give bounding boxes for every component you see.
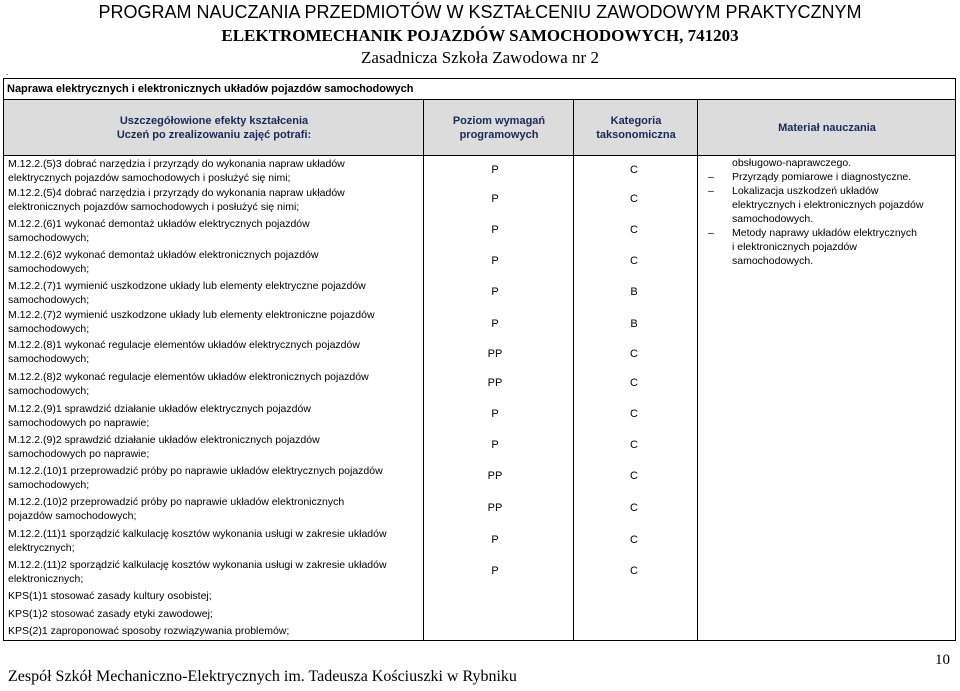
row-level: PP <box>487 470 503 482</box>
section-title: Naprawa elektrycznych i elektronicznych układów pojazdów samochodowych <box>3 78 956 100</box>
kps-row: KPS(1)1 stosować zasady kultury osobistej; <box>8 590 212 602</box>
row-level: P <box>491 439 499 451</box>
row-category: C <box>630 439 638 451</box>
material-item-text: Przyrządy pomiarowe i diagnostyczne. <box>732 171 912 183</box>
material-item-text: samochodowych. <box>732 255 814 267</box>
dash-bullet: – <box>708 185 714 197</box>
row-text-line2: samochodowych; <box>8 263 90 275</box>
row-text-line1: M.12.2.(10)1 przeprowadzić próby po naprawie układów elektrycznych pojazdów <box>8 465 383 477</box>
row-text-line2: samochodowych; <box>8 353 90 365</box>
row-level: PP <box>487 348 503 360</box>
table-row <box>8 248 420 276</box>
material-item <box>700 184 952 226</box>
col-header-category-line1: Kategoria <box>610 114 662 127</box>
row-text-line1: M.12.2.(9)2 sprawdzić działanie układów elektronicznych pojazdów <box>8 434 320 446</box>
row-level: P <box>491 193 499 205</box>
row-text-line1: M.12.2.(8)1 wykonać regulacje elementów układów elektrycznych pojazdów <box>8 339 360 351</box>
row-category: C <box>630 565 638 577</box>
material-item-text: elektrycznych i elektronicznych pojazdów <box>732 199 924 211</box>
row-text-line1: M.12.2.(9)1 sprawdzić działanie układów elektrycznych pojazdów <box>8 403 311 415</box>
table-border-left <box>3 100 4 641</box>
row-text-line1: M.12.2.(7)2 wymienić uszkodzone układy lub elementy elektroniczne pojazdów <box>8 309 375 321</box>
row-level: P <box>491 164 499 176</box>
col-header-level-line1: Poziom wymagań <box>452 114 546 127</box>
table-border-right <box>955 100 956 641</box>
row-level: P <box>491 318 499 330</box>
table-row <box>8 402 420 430</box>
header-line-1: PROGRAM NAUCZANIA PRZEDMIOTÓW W KSZTAŁCENIU ZAWODOWYM PRAKTYCZNYM <box>98 2 862 22</box>
row-level: P <box>491 534 499 546</box>
row-category: C <box>630 193 638 205</box>
row-level: PP <box>487 377 503 389</box>
table-row <box>8 157 420 185</box>
row-category: B <box>630 286 638 298</box>
row-text-line1: M.12.2.(6)1 wykonać demontaż układów elektrycznych pojazdów <box>8 218 310 230</box>
row-level: P <box>491 286 499 298</box>
table-row <box>8 217 420 245</box>
table-divider-2 <box>573 100 574 641</box>
col-header-level-line2: programowych <box>459 128 539 141</box>
kps-row: KPS(1)2 stosować zasady etyki zawodowej; <box>8 608 213 620</box>
table-row <box>8 558 420 586</box>
stray-dot: . <box>6 68 9 77</box>
row-level: P <box>491 565 499 577</box>
kps-row: KPS(2)1 zaproponować sposoby rozwiązywania problemów; <box>8 625 290 637</box>
footer-school-name: Zespół Szkół Mechaniczno-Elektrycznych im. Tadeusza Kościuszki w Rybniku <box>8 668 517 685</box>
table-row <box>8 495 420 523</box>
row-text-line2: samochodowych; <box>8 479 90 491</box>
col-header-effects-line2: Uczeń po zrealizowaniu zajęć potrafi: <box>116 128 312 141</box>
col-header-effects-line1: Uszczegółowione efekty kształcenia <box>119 114 309 127</box>
header-line-3: Zasadnicza Szkoła Zawodowa nr 2 <box>361 48 599 67</box>
row-text-line2: samochodowych po naprawie; <box>8 448 150 460</box>
table-divider-1 <box>423 100 424 641</box>
material-item-text: i elektronicznych pojazdów <box>732 241 857 253</box>
col-header-category <box>574 100 698 155</box>
row-text-line2: samochodowych; <box>8 385 90 397</box>
table-divider-3 <box>697 100 698 641</box>
row-text-line2: elektronicznych; <box>8 573 84 585</box>
col-header-category-line2: taksonomiczna <box>596 128 676 141</box>
material-item <box>700 226 952 268</box>
row-text-line1: M.12.2.(11)1 sporządzić kalkulację kosztów wykonania usługi w zakresie układów <box>8 528 387 540</box>
row-text-line1: M.12.2.(5)4 dobrać narzędzia i przyrządy do wykonania napraw układów <box>8 187 345 199</box>
page-number: 10 <box>935 652 950 668</box>
header-line-2: ELEKTROMECHANIK POJAZDÓW SAMOCHODOWYCH, 741203 <box>221 26 739 45</box>
row-category: C <box>630 408 638 420</box>
row-text-line2: elektrycznych pojazdów samochodowych i posłużyć się nimi; <box>8 172 291 184</box>
col-header-effects <box>4 100 424 155</box>
material-item-text: samochodowych. <box>732 213 814 225</box>
table-row <box>8 464 420 492</box>
row-text-line1: M.12.2.(6)2 wykonać demontaż układów elektronicznych pojazdów <box>8 249 319 261</box>
row-text-line2: samochodowych po naprawie; <box>8 417 150 429</box>
row-category: C <box>630 255 638 267</box>
row-text-line2: pojazdów samochodowych; <box>8 510 137 522</box>
row-text-line2: samochodowych; <box>8 323 90 335</box>
col-header-material: Materiał nauczania <box>778 121 876 134</box>
row-text-line2: elektronicznych pojazdów samochodowych i posłużyć się nimi; <box>8 201 300 213</box>
material-item <box>700 170 952 184</box>
table-border-bottom <box>3 640 956 641</box>
row-text-line1: M.12.2.(5)3 dobrać narzędzia i przyrządy do wykonania napraw układów <box>8 158 345 170</box>
table-row <box>8 186 420 214</box>
row-text-line2: samochodowych; <box>8 294 90 306</box>
col-header-level <box>424 100 574 155</box>
row-category: B <box>630 318 638 330</box>
row-text-line2: elektrycznych; <box>8 542 75 554</box>
row-category: C <box>630 348 638 360</box>
row-level: PP <box>487 502 503 514</box>
material-first-line: obsługowo-naprawczego. <box>732 157 852 169</box>
row-text-line1: M.12.2.(11)2 sporządzić kalkulację kosztów wykonania usługi w zakresie układów <box>8 559 387 571</box>
row-category: C <box>630 224 638 236</box>
table-row <box>8 370 420 398</box>
row-level: P <box>491 255 499 267</box>
row-category: C <box>630 164 638 176</box>
row-category: C <box>630 502 638 514</box>
table-row <box>8 308 420 336</box>
row-category: C <box>630 534 638 546</box>
material-item-text: Metody naprawy układów elektrycznych <box>732 227 918 239</box>
material-content <box>700 156 952 268</box>
row-level: P <box>491 224 499 236</box>
dash-bullet: – <box>708 171 714 183</box>
row-text-line2: samochodowych; <box>8 232 90 244</box>
table-row <box>8 279 420 307</box>
table-row <box>8 433 420 461</box>
row-category: C <box>630 470 638 482</box>
row-text-line1: M.12.2.(10)2 przeprowadzić próby po naprawie układów elektronicznych <box>8 496 345 508</box>
row-text-line1: M.12.2.(8)2 wykonać regulacje elementów układów elektronicznych pojazdów <box>8 371 369 383</box>
table-row <box>8 527 420 555</box>
row-category: C <box>630 377 638 389</box>
table-row <box>8 338 420 366</box>
row-level: P <box>491 408 499 420</box>
table-header <box>3 100 956 156</box>
row-text-line1: M.12.2.(7)1 wymienić uszkodzone układy lub elementy elektryczne pojazdów <box>8 280 366 292</box>
material-item-text: Lokalizacja uszkodzeń układów <box>732 185 879 197</box>
dash-bullet: – <box>708 227 714 239</box>
